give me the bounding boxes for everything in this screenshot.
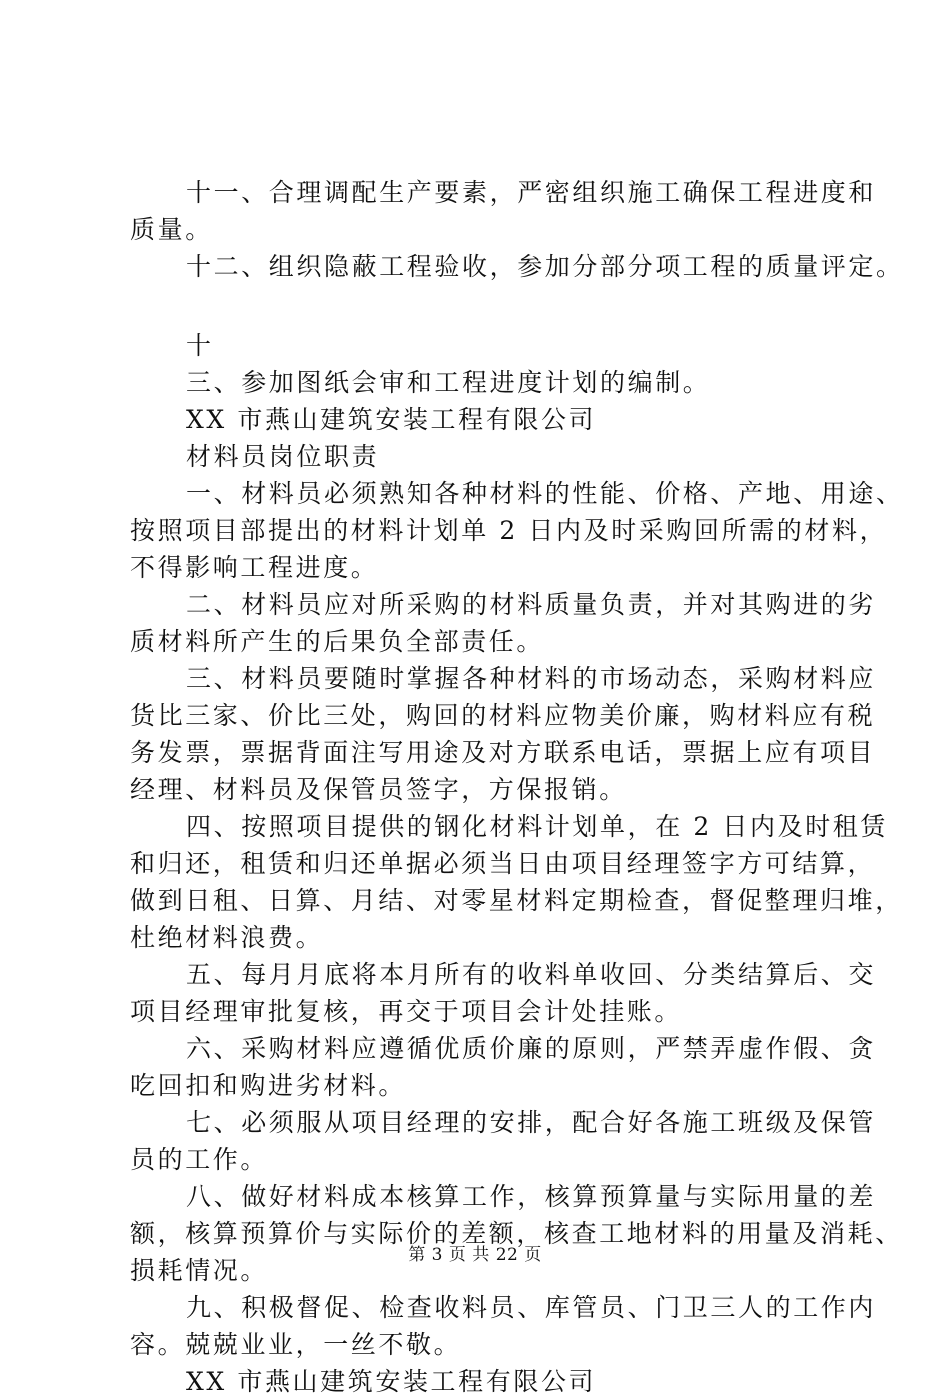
company-name: XX 市燕山建筑安装工程有限公司 bbox=[186, 405, 597, 434]
text-line: 五、每月月底将本月所有的收料单收回、分类结算后、交 bbox=[186, 960, 877, 989]
text-line: 项目经理审批复核，再交于项目会计处挂账。 bbox=[130, 997, 683, 1026]
text-line: 不得影响工程进度。 bbox=[130, 553, 379, 582]
text-line: 经理、材料员及保管员签字，方保报销。 bbox=[130, 775, 627, 804]
text-line: 杜绝材料浪费。 bbox=[130, 923, 324, 952]
text-line: 损耗情况。 bbox=[130, 1256, 269, 1285]
text-line: 九、积极督促、检查收料员、库管员、门卫三人的工作内 bbox=[186, 1293, 877, 1322]
section-title: 材料员岗位职责 bbox=[186, 442, 380, 471]
text-line: 按照项目部提出的材料计划单 2 日内及时采购回所需的材料， bbox=[130, 516, 888, 545]
paragraph-gap bbox=[130, 285, 830, 327]
text-line: 二、材料员应对所采购的材料质量负责，并对其购进的劣 bbox=[186, 590, 877, 619]
text-line: 十二、组织隐蔽工程验收，参加分部分项工程的质量评定。 bbox=[186, 252, 904, 281]
text-line: 质量。 bbox=[130, 215, 213, 244]
text-line: 四、按照项目提供的钢化材料计划单，在 2 日内及时租赁 bbox=[186, 812, 889, 841]
text-line: 容。兢兢业业，一丝不敬。 bbox=[130, 1330, 462, 1359]
text-line: 六、采购材料应遵循优质价廉的原则，严禁弄虚作假、贪 bbox=[186, 1034, 877, 1063]
document-body bbox=[130, 174, 904, 1400]
text-line: 做到日租、日算、月结、对零星材料定期检查，督促整理归堆， bbox=[130, 886, 903, 915]
page-number-footer: 第 3 页 共 22 页 bbox=[408, 1245, 542, 1265]
text-line: 八、做好材料成本核算工作，核算预算量与实际用量的差 bbox=[186, 1182, 877, 1211]
text-line: 货比三家、价比三处，购回的材料应物美价廉，购材料应有税 bbox=[130, 701, 876, 730]
text-line: 吃回扣和购进劣材料。 bbox=[130, 1071, 407, 1100]
text-line: 务发票，票据背面注写用途及对方联系电话，票据上应有项目 bbox=[130, 738, 876, 767]
text-line: 三、材料员要随时掌握各种材料的市场动态，采购材料应 bbox=[186, 664, 877, 693]
text-line: 七、必须服从项目经理的安排，配合好各施工班级及保管 bbox=[186, 1108, 877, 1137]
text-line: 一、材料员必须熟知各种材料的性能、价格、产地、用途、 bbox=[186, 479, 904, 508]
text-line: 十一、合理调配生产要素，严密组织施工确保工程进度和 bbox=[186, 178, 877, 207]
text-line: 三、参加图纸会审和工程进度计划的编制。 bbox=[186, 368, 711, 397]
text-line: 质材料所产生的后果负全部责任。 bbox=[130, 627, 545, 656]
text-line: 十 bbox=[186, 331, 214, 360]
text-line: 和归还，租赁和归还单据必须当日由项目经理签字方可结算， bbox=[130, 849, 876, 878]
text-line: 员的工作。 bbox=[130, 1145, 269, 1174]
text-line: 额，核算预算价与实际价的差额，核查工地材料的用量及消耗、 bbox=[130, 1219, 903, 1248]
company-name: XX 市燕山建筑安装工程有限公司 bbox=[186, 1367, 597, 1396]
